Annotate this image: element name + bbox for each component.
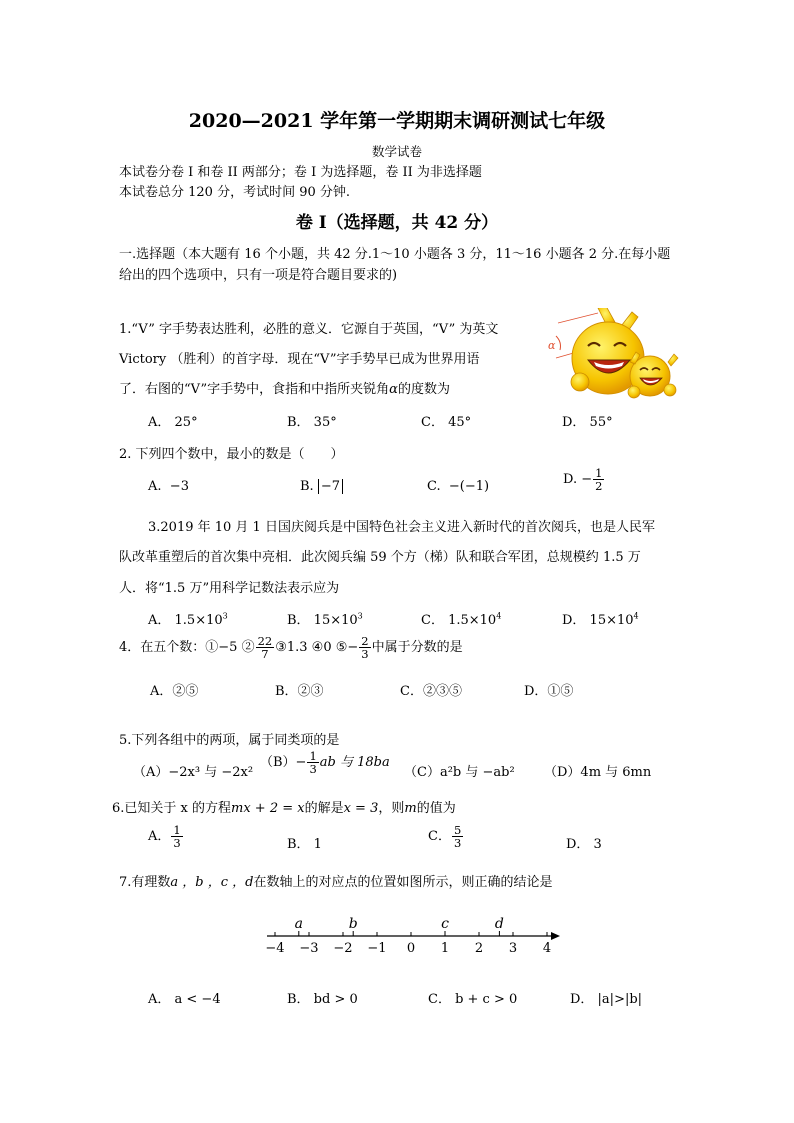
q6-stem-a: 6.已知关于 x 的方程 [112,801,231,816]
number-line-figure [255,908,575,958]
q6-option-c [428,824,464,849]
q5-option-b-post: ab 与 18ba [319,755,390,771]
q4-stem [119,635,463,660]
section-instructions-1: 一.选择题（本大题有 16 个小题，共 42 分.1～10 小题各 3 分，11～16 小题各 2 分.在每小题 [119,247,671,262]
q5-b-numerator: 1 [309,749,317,763]
q4-option-b: B．②③ [275,684,324,699]
q6-variable: m [404,801,417,816]
exam-note-2: 本试卷总分 120 分，考试时间 90 分钟. [119,185,351,200]
q4-fraction-1 [256,635,275,660]
q4-f1-denominator: 7 [261,647,269,662]
q1-option-c: C． 45° [421,415,472,430]
q6-solution: x = 3 [343,801,379,816]
number-line-point-label-a: a [294,916,303,932]
q4-option-c: C．②③⑤ [400,684,462,699]
q2-option-b-label: B. [300,479,314,494]
q2-option-d-sign: − [581,472,593,488]
q2-option-c [427,479,489,494]
q7-option-a: A． a < −4 [148,992,221,1007]
q6-option-c-label: C． [428,829,451,845]
q5-option-c: （C）a²b 与 −ab² [404,765,515,780]
q3-option-c [421,609,501,628]
q1-line-1: 1.“V” 字手势表达胜利，必胜的意义．它源自于英国，“V” 为英文 [119,322,499,337]
q6-equation: mx + 2 = x [231,801,305,816]
q2-option-c-value: −(−1) [448,479,490,494]
q2-stem: 2. 下列四个数中，最小的数是（ ） [119,447,344,462]
q6-a-numerator: 1 [173,823,181,837]
q2-option-a-label: A. [148,479,162,494]
q7-variables: a ，b ，c ，d [170,875,254,890]
q6-a-denominator: 3 [173,836,181,851]
q6-stem [112,797,456,816]
q6-stem-b: 的解是 [304,801,344,816]
q2-d-denominator: 2 [595,479,603,494]
q6-stem-d: 的值为 [416,801,456,816]
q2-option-d [563,467,605,492]
v-sign-smiley-image [538,308,680,400]
q4-option-d: D．①⑤ [524,684,574,699]
q6-option-d: D． 3 [566,837,602,852]
q2-option-b [300,479,343,494]
q6-c-numerator: 5 [453,823,462,837]
q2-option-d-label: D. [563,472,578,488]
q6-stem-c: ，则 [378,801,405,816]
q3-option-b [287,609,363,628]
number-line-tick-label: 2 [474,941,484,956]
q7-stem [119,871,553,890]
q3-line-1: 3.2019 年 10 月 1 日国庆阅兵是中国特色社会主义进入新时代的首次阅兵，也是人民军 [148,520,655,535]
q6-option-a [148,824,184,849]
q1-line-3 [119,378,450,397]
q3-option-b-text: B． 15×10 [287,613,358,628]
q1-line-3a: 了．右图的“V”字手势中，食指和中指所夹锐角 [119,382,390,397]
q3-option-d [562,609,639,628]
q4-stem-c: 中属于分数的是 [371,640,463,656]
q7-option-c: C． b + c > 0 [428,992,518,1007]
exam-note-1: 本试卷分卷 I 和卷 II 两部分；卷 I 为选择题，卷 II 为非选择题 [119,165,482,180]
q4-stem-a: 4．在五个数：①−5 ② [119,640,255,656]
q2-option-a-value: −3 [169,479,189,494]
angle-alpha-label: α [548,339,556,352]
q4-f1-numerator: 22 [257,634,273,648]
q1-line-2: Victory （胜利）的首字母．现在“V”字手势早已成为世界用语 [119,352,480,367]
q1-alpha: α [389,382,398,397]
q2-option-a [148,479,189,494]
q3-option-b-exp: 3 [357,611,363,621]
q4-f2-denominator: 3 [361,647,369,662]
q1-option-d: D． 55° [562,415,613,430]
q2-option-c-label: C. [427,479,441,494]
q2-option-d-fraction [593,467,604,492]
q5-b-denominator: 3 [309,762,317,777]
number-line-point-label-b: b [348,916,358,932]
exam-subject: 数学试卷 [371,144,422,159]
q5-option-a: （A）−2x³ 与 −2x² [133,765,254,780]
q6-c-denominator: 3 [453,836,462,851]
q4-f2-numerator: 2 [361,634,369,648]
q4-stem-b: ③1.3 ④0 ⑤− [275,640,359,656]
number-line-tick-label: 4 [542,941,552,956]
q6-option-c-fraction [452,824,463,849]
q5-option-b [260,750,390,775]
q4-option-a: A．②⑤ [150,684,199,699]
q5-option-b-pre: （B）− [260,755,307,771]
q1-option-b: B． 35° [287,415,337,430]
q3-line-3: 人．将“1.5 万”用科学记数法表示应为 [119,581,340,596]
q7-stem-b: 在数轴上的对应点的位置如图所示，则正确的结论是 [253,875,553,890]
q6-option-b: B． 1 [287,837,322,852]
section-instructions-2: 给出的四个选项中，只有一项是符合题目要求的) [119,268,398,283]
q2-option-b-value: −7 [318,479,343,494]
q5-fraction [307,750,318,775]
number-line-point-label-c: c [441,916,449,932]
q5-option-d: （D）4m 与 6mn [544,765,652,780]
q3-option-a [148,609,228,628]
q3-option-a-exp: 3 [222,611,228,621]
q6-option-a-label: A． [148,829,171,845]
number-line-tick-label: −3 [299,941,319,956]
section-title: 卷 I（选择题，共 42 分） [295,213,499,233]
number-line-arrow [551,932,560,940]
exam-title: 2020—2021 学年第一学期期末调研测试七年级 [188,110,606,132]
q2-d-numerator: 1 [595,466,603,480]
number-line-tick-label: 1 [440,941,450,956]
q7-stem-a: 7.有理数 [119,875,171,890]
q1-option-a: A． 25° [148,415,198,430]
number-line-point-label-d: d [494,916,504,932]
q6-option-a-fraction [171,824,182,849]
q7-option-b: B． bd > 0 [287,992,358,1007]
q3-option-d-text: D． 15×10 [562,613,634,628]
number-line-tick-label: −2 [333,941,353,956]
q5-stem: 5.下列各组中的两项，属于同类项的是 [119,733,340,748]
number-line-tick-label: −4 [265,941,285,956]
q3-option-a-text: A． 1.5×10 [148,613,223,628]
q4-fraction-2 [359,635,370,660]
q3-option-c-exp: 4 [496,611,502,621]
q1-line-3b: 的度数为 [397,382,450,397]
q3-line-2: 队改革重塑后的首次集中亮相．此次阅兵编 59 个方（梯）队和联合军团，总规模约 1.5 万 [119,550,641,565]
q3-option-c-text: C． 1.5×10 [421,613,497,628]
number-line-tick-label: 0 [406,941,416,956]
q7-option-d: D． |a|>|b| [570,992,643,1007]
number-line-tick-label: 3 [508,941,518,956]
number-line-tick-label: −1 [367,941,387,956]
q3-option-d-exp: 4 [633,611,639,621]
